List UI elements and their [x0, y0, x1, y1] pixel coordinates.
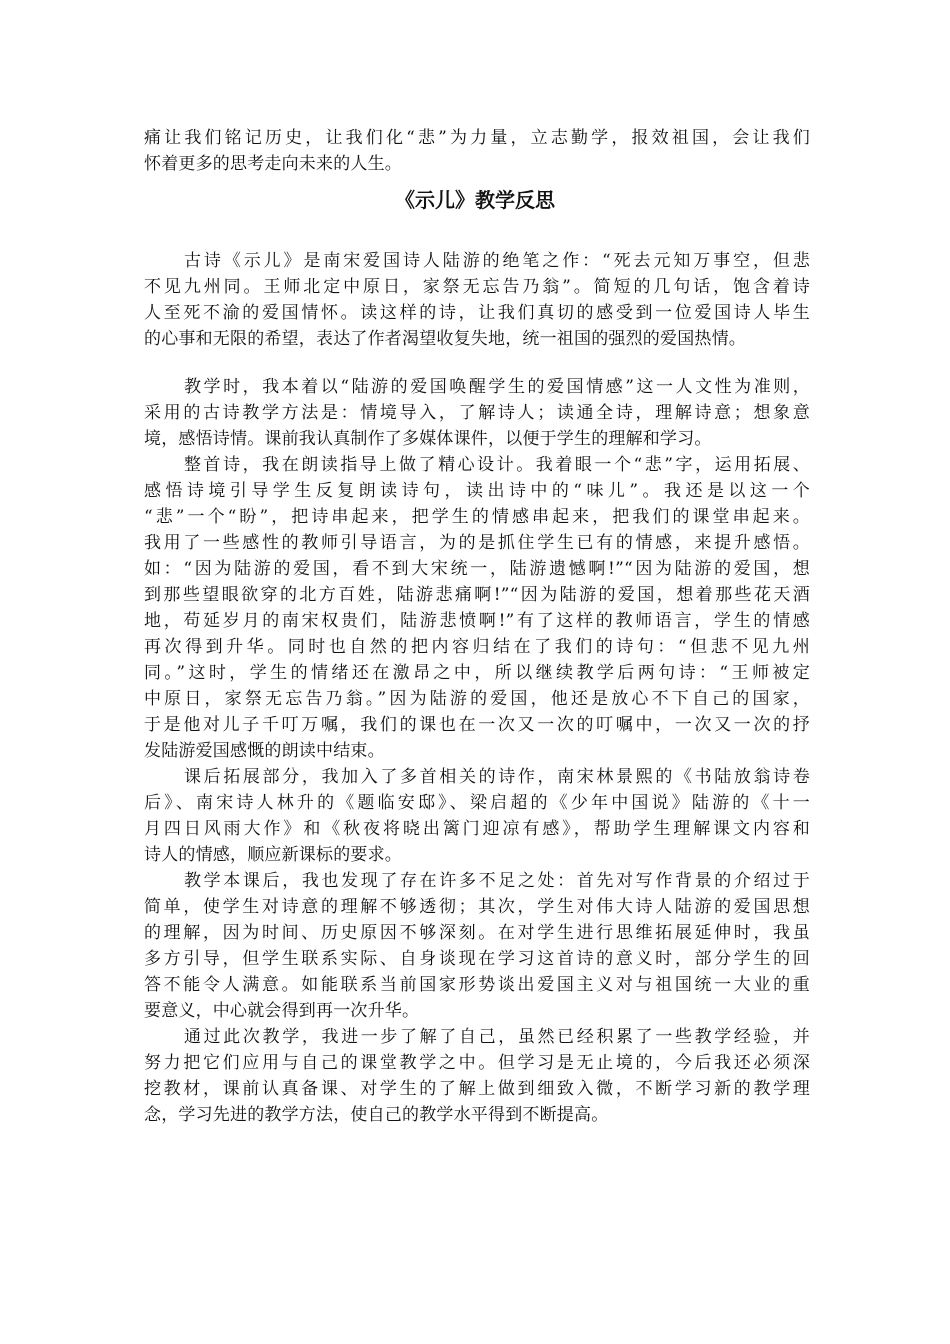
text-line: 同。”这时，学生的情绪还在激昂之中，所以继续教学后两句诗：“王师被定: [144, 663, 810, 683]
text-line: 痛让我们铭记历史，让我们化“悲”为力量，立志勤学，报效祖国，会让我们: [144, 128, 810, 148]
text-line: 努力把它们应用与自己的课堂教学之中。但学习是无止境的，今后我还必须深: [144, 1053, 810, 1073]
text-line: 不见九州同。王师北定中原日，家祭无忘告乃翁”。简短的几句话，饱含着诗: [144, 277, 810, 297]
text-line: 如：“因为陆游的爱国，看不到大宋统一，陆游遗憾啊!”“因为陆游的爱国，想: [144, 559, 810, 579]
text-line: 后》、南宋诗人林升的《题临安邸》、梁启超的《少年中国说》陆游的《十一: [144, 793, 810, 813]
text-line: 念，学习先进的教学方法，使自己的教学水平得到不断提高。: [144, 1105, 609, 1125]
text-line: 教学时，我本着以“陆游的爱国唤醒学生的爱国情感”这一人文性为准则，: [184, 377, 810, 397]
document-title: 《示儿》教学反思: [395, 188, 555, 212]
text-line: 人至死不渝的爱国情怀。读这样的诗，让我们真切的感受到一位爱国诗人毕生: [144, 303, 810, 323]
text-line: 地，苟延岁月的南宋权贵们，陆游悲愤啊!”有了这样的教师语言，学生的情感: [144, 611, 810, 631]
text-line: 的心事和无限的希望，表达了作者渴望收复失地，统一祖国的强烈的爱国热情。: [144, 329, 746, 349]
text-line: 感悟诗境引导学生反复朗读诗句，读出诗中的“味儿”。我还是以这一个: [144, 481, 810, 501]
text-line: 整首诗，我在朗读指导上做了精心设计。我着眼一个“悲”字，运用拓展、: [184, 455, 810, 475]
text-line: 古诗《示儿》是南宋爱国诗人陆游的绝笔之作：“死去元知万事空，但悲: [184, 251, 810, 271]
text-line: 简单，使学生对诗意的理解不够透彻；其次，学生对伟大诗人陆游的爱国思想: [144, 897, 810, 917]
text-line: 诗人的情感，顺应新课标的要求。: [144, 845, 402, 865]
text-line: 我用了一些感性的教师引导语言，为的是抓住学生已有的情感，来提升感悟。: [144, 533, 810, 553]
text-line: 答不能令人满意。如能联系当前国家形势谈出爱国主义对与祖国统一大业的重: [144, 975, 810, 995]
text-line: 课后拓展部分，我加入了多首相关的诗作，南宋林景熙的《书陆放翁诗卷: [184, 767, 810, 787]
text-line: 通过此次教学，我进一步了解了自己，虽然已经积累了一些教学经验，并: [184, 1027, 810, 1047]
text-line: 采用的古诗教学方法是：情境导入，了解诗人；读通全诗，理解诗意；想象意: [144, 403, 810, 423]
text-line: 中原日，家祭无忘告乃翁。”因为陆游的爱国，他还是放心不下自己的国家，: [144, 689, 810, 709]
text-line: 挖教材，课前认真备课、对学生的了解上做到细致入微，不断学习新的教学理: [144, 1079, 810, 1099]
text-line: 教学本课后，我也发现了存在许多不足之处：首先对写作背景的介绍过于: [184, 871, 810, 891]
text-line: 于是他对儿子千叮万嘱，我们的课也在一次又一次的叮嘱中，一次又一次的抒: [144, 715, 810, 735]
text-line: 到那些望眼欲穿的北方百姓，陆游悲痛啊!”“因为陆游的爱国，想着那些花天酒: [144, 585, 810, 605]
text-line: 发陆游爱国感慨的朗读中结束。: [144, 741, 385, 761]
text-line: “悲”一个“盼”，把诗串起来，把学生的情感串起来，把我们的课堂串起来。: [144, 507, 810, 527]
text-line: 再次得到升华。同时也自然的把内容归结在了我们的诗句：“但悲不见九州: [144, 637, 810, 657]
text-line: 要意义，中心就会得到再一次升华。: [144, 1001, 420, 1021]
text-line: 怀着更多的思考走向未来的人生。: [144, 154, 402, 174]
text-line: 的理解，因为时间、历史原因不够深刻。在对学生进行思维拓展延伸时，我虽: [144, 923, 810, 943]
text-line: 月四日风雨大作》和《秋夜将晓出篱门迎凉有感》，帮助学生理解课文内容和: [144, 819, 810, 839]
text-line: 境，感悟诗情。课前我认真制作了多媒体课件，以便于学生的理解和学习。: [144, 429, 712, 449]
text-line: 多方引导，但学生联系实际、自身谈现在学习这首诗的意义时，部分学生的回: [144, 949, 810, 969]
